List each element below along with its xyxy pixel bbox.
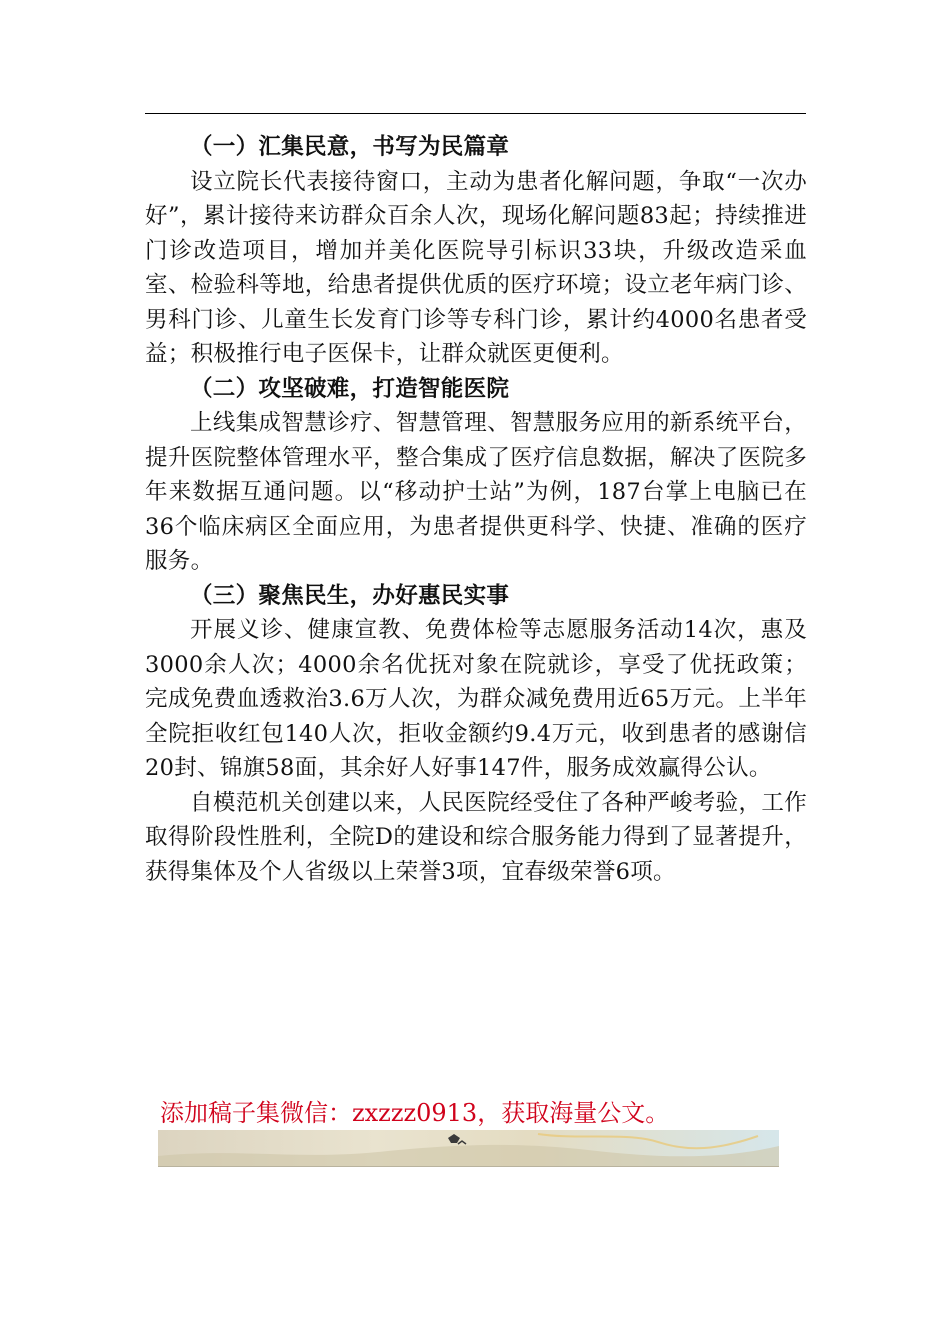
- section-heading-3: （三）聚焦民生，办好惠民实事: [190, 582, 510, 609]
- section-heading-1: （一）汇集民意，书写为民篇章: [190, 134, 510, 160]
- section-paragraph-2: 上线集成智慧诊疗、智慧管理、智慧服务应用的新系统平台，提升医院整体管理水平，整合集成了医疗信息数据，解决了医院多年来数据互通问题。以“移动护士站”为例，187台掌上电脑已在36个临床病区全面应用，为患者提供更科学、快捷、准确的医疗服务。: [145, 410, 807, 574]
- decorative-banner: [158, 1130, 779, 1167]
- header-rule: [145, 113, 806, 114]
- promo-text: 添加稿子集微信：zxzzz0913，获取海量公文。: [160, 1099, 670, 1127]
- banner-landscape-graphic: [158, 1130, 779, 1166]
- section-heading-2: （二）攻坚破难，打造智能医院: [190, 375, 510, 402]
- closing-paragraph: 自模范机关创建以来，人民医院经受住了各种严峻考验，工作取得阶段性胜利，全院D的建设和综合服务能力得到了显著提升，获得集体及个人省级以上荣誉3项，宜春级荣誉6项。: [145, 789, 807, 885]
- document-body: [145, 130, 807, 889]
- section-paragraph-1: 设立院长代表接待窗口，主动为患者化解问题，争取“一次办好”，累计接待来访群众百余人次，现场化解问题83起；持续推进门诊改造项目，增加并美化医院导引标识33块，升级改造采血室、检验科等地，给患者提供优质的医疗环境；设立老年病门诊、男科门诊、儿童生长发育门诊等专科门诊，累计约4000名患者受益；积极推行电子医保卡，让群众就医更便利。: [145, 168, 807, 367]
- section-paragraph-3: 开展义诊、健康宣教、免费体检等志愿服务活动14次，惠及3000余人次；4000余名优抚对象在院就诊，享受了优抚政策；完成免费血透救治3.6万人次，为群众减免费用近65万元。上半年全院拒收红包140人次，拒收金额约9.4万元，收到患者的感谢信20封、锦旗58面，其余好人好事147件，服务成效赢得公认。: [145, 617, 807, 781]
